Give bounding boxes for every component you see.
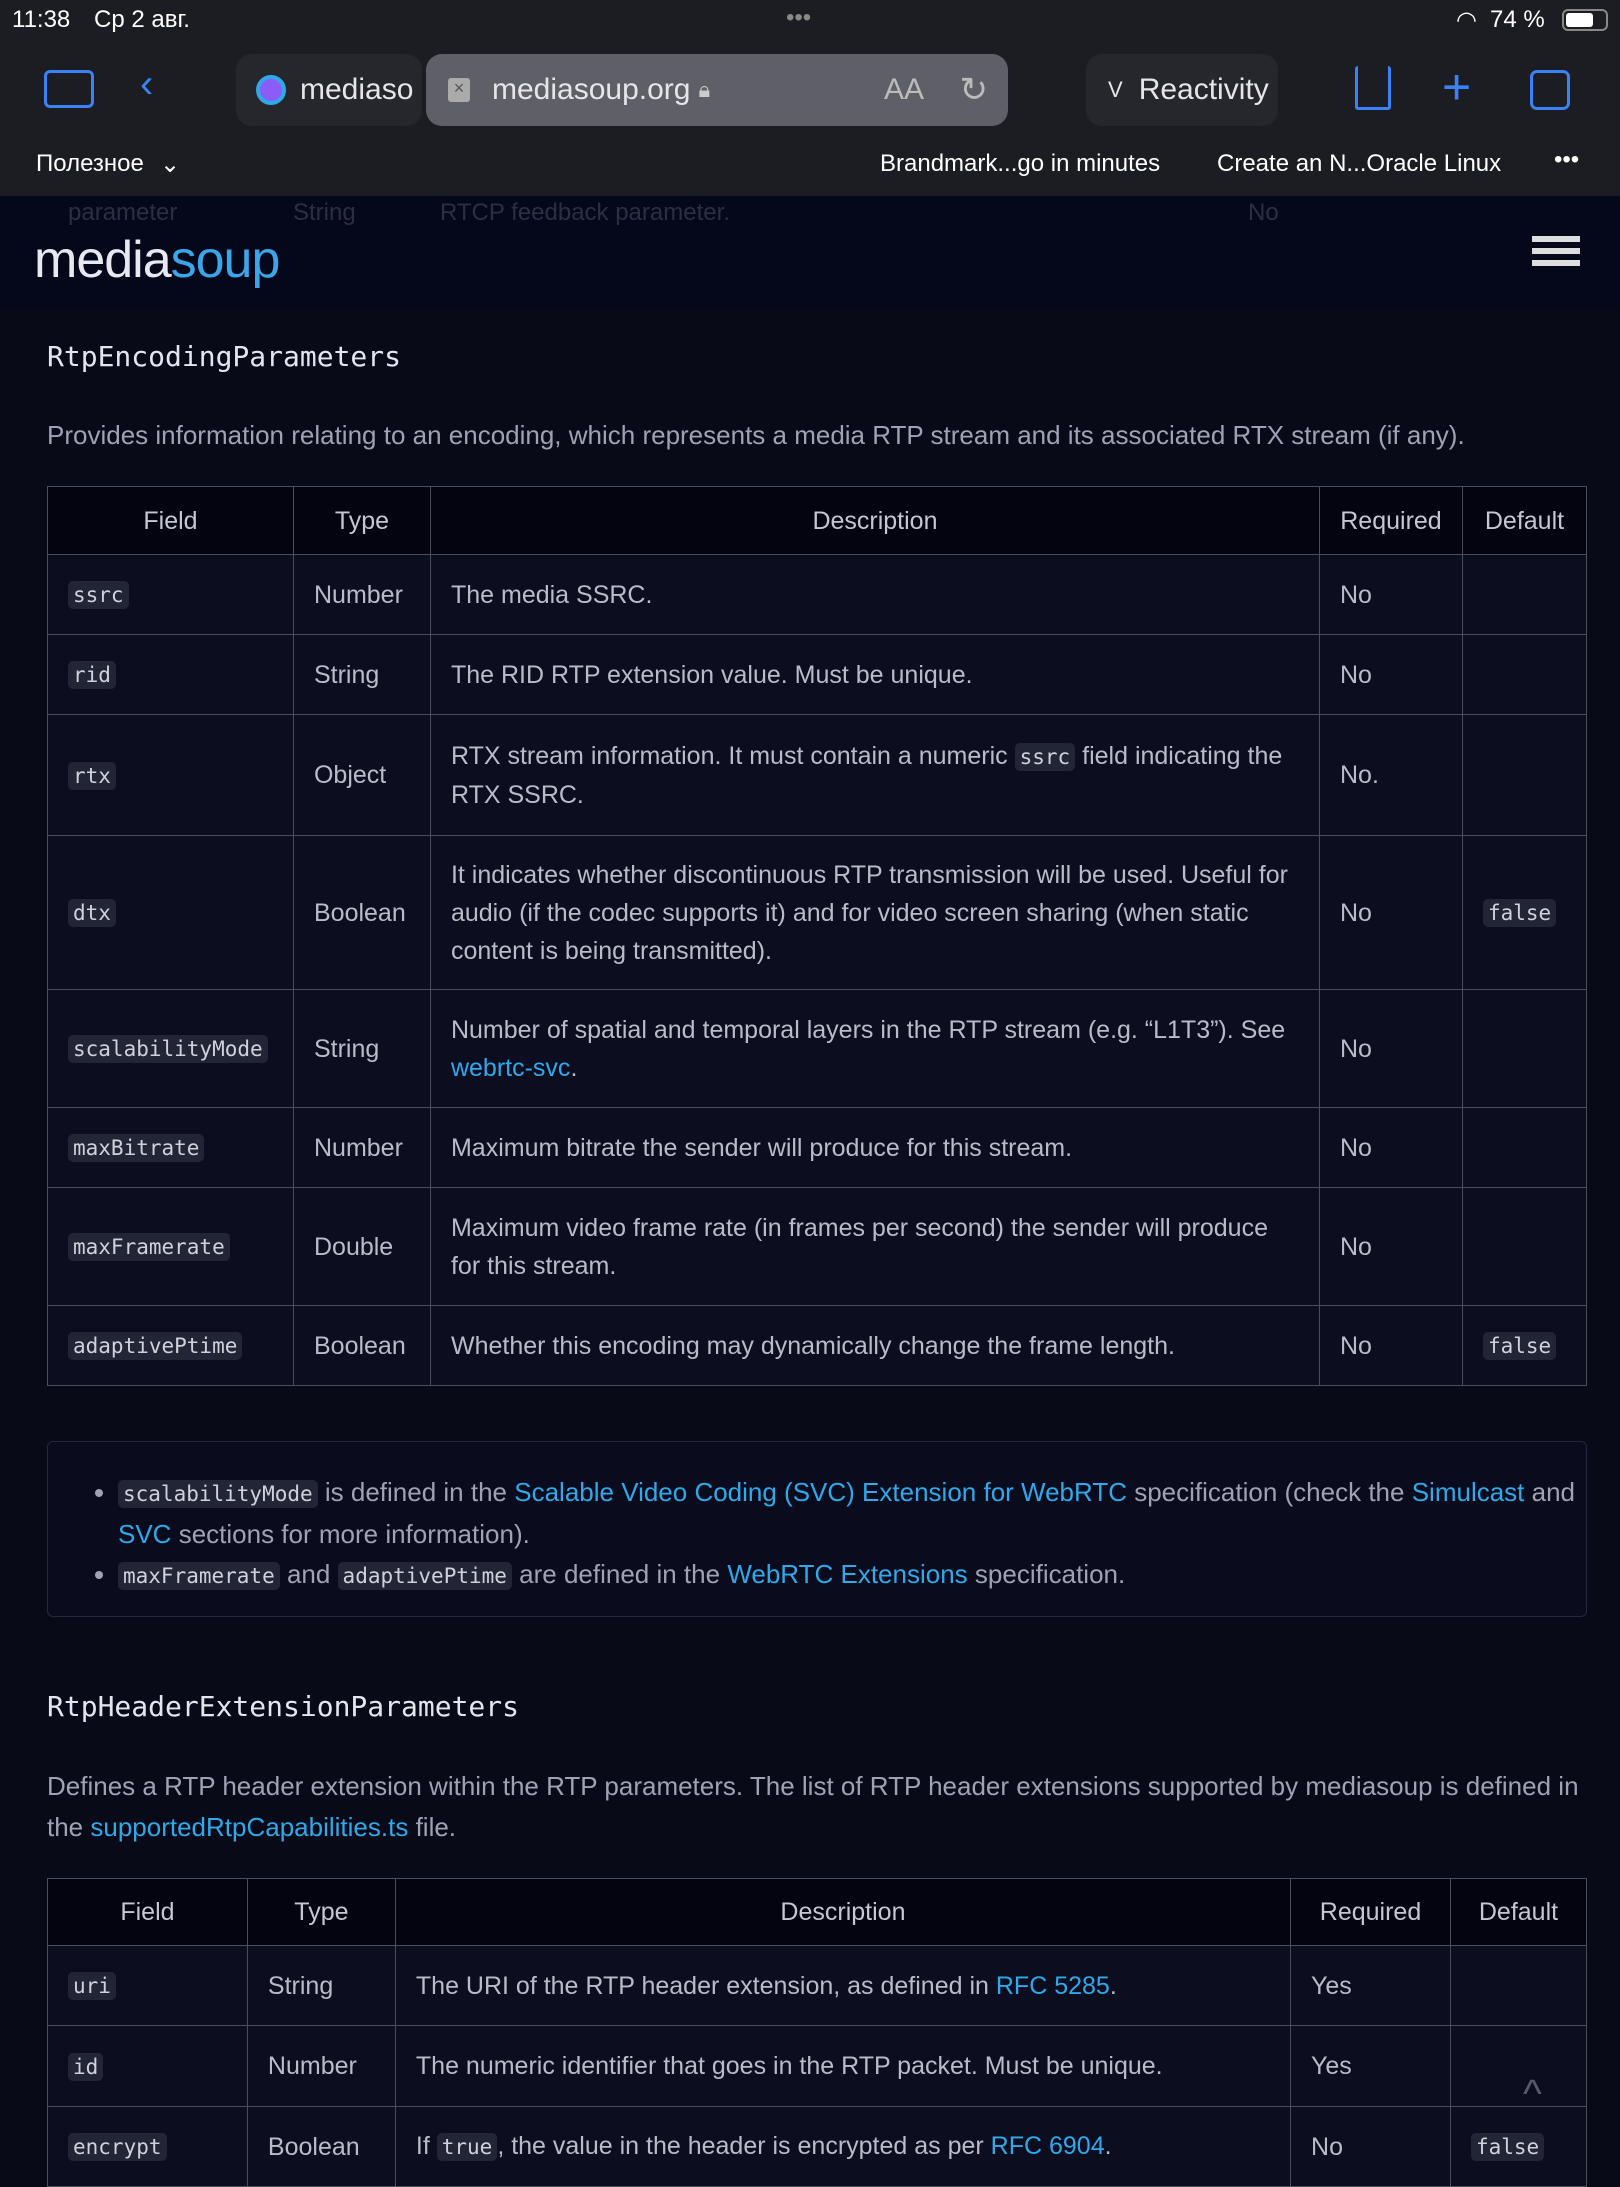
inline-code: maxFramerate	[118, 1562, 280, 1590]
svc-extension-link[interactable]: Scalable Video Coding (SVC) Extension for WebRTC	[514, 1477, 1127, 1507]
ghost-text: RTCP feedback parameter.	[440, 199, 730, 226]
field-name: scalabilityMode	[68, 1035, 268, 1063]
note-text: sections for more information).	[171, 1519, 530, 1549]
default-value: false	[1483, 899, 1556, 927]
table-row	[48, 2026, 1587, 2107]
col-header: Description	[430, 487, 1319, 555]
type-cell: Boolean	[293, 1306, 430, 1386]
required-cell: No.	[1319, 715, 1462, 836]
reload-icon[interactable]: ↻	[959, 71, 988, 109]
favicon-icon: V	[1108, 77, 1123, 102]
desc-text: .	[570, 1053, 578, 1082]
field-name: ssrc	[68, 581, 129, 609]
description-cell	[395, 2107, 1290, 2187]
col-header: Field	[48, 1879, 248, 1946]
inline-code: adaptivePtime	[338, 1562, 512, 1590]
reader-button[interactable]: AA	[884, 73, 925, 106]
close-tab-icon[interactable]: ×	[448, 78, 470, 102]
inline-code: ssrc	[1015, 743, 1076, 771]
col-header: Field	[48, 487, 294, 555]
desc-text: RTX stream information. It must contain a numeric	[450, 741, 1015, 770]
description-cell: It indicates whether discontinuous RTP transmission will be used. Useful for audio (if the codec supports it) and for video screen sharing (when static content is being transmitted).	[430, 836, 1319, 990]
chevron-down-icon[interactable]: ⌄	[160, 151, 181, 178]
note-text: and	[1524, 1477, 1576, 1507]
site-header	[0, 196, 1620, 307]
col-header: Required	[1291, 1879, 1451, 1946]
sidebar-icon[interactable]	[44, 70, 94, 108]
type-cell: String	[293, 635, 430, 715]
description-cell: Maximum bitrate the sender will produce for this stream.	[430, 1108, 1319, 1188]
ghost-text: parameter	[68, 199, 178, 226]
new-tab-icon[interactable]: +	[1442, 59, 1472, 115]
required-cell: No	[1319, 1306, 1462, 1386]
multitask-dots-icon[interactable]: •••	[786, 4, 812, 31]
desc-text: .	[1104, 2132, 1112, 2160]
tab-label: Reactivity	[1138, 73, 1269, 106]
tab-active[interactable]	[426, 54, 1008, 126]
table-row	[48, 1188, 1587, 1306]
rfc6904-link[interactable]: RFC 6904	[990, 2132, 1105, 2160]
field-name: maxFramerate	[68, 1233, 230, 1261]
wifi-icon: ◠	[1456, 7, 1477, 34]
table-row	[48, 990, 1587, 1108]
table-row	[48, 2107, 1587, 2187]
tabs-overview-icon[interactable]	[1530, 70, 1570, 110]
header-extension-table	[47, 1878, 1587, 2187]
note-text: specification (check the	[1127, 1477, 1412, 1507]
type-cell: String	[293, 990, 430, 1108]
section-description: Provides information relating to an encoding, which represents a media RTP stream and its associated RTX stream (if any).	[47, 420, 1465, 450]
default-value: false	[1483, 1332, 1556, 1360]
table-row	[48, 836, 1587, 990]
field-name: uri	[68, 1972, 116, 2000]
default-value: false	[1471, 2133, 1544, 2161]
note-item	[118, 1472, 1586, 1554]
ghost-text: No	[1248, 199, 1279, 226]
share-icon[interactable]	[1355, 66, 1391, 110]
desc-text: If	[415, 2132, 437, 2160]
description-cell	[430, 990, 1319, 1108]
desc-text: , the value in the header is encrypted as per	[497, 2132, 991, 2160]
description-cell: The media SSRC.	[430, 555, 1319, 635]
svc-link[interactable]: SVC	[118, 1519, 172, 1549]
bookmarks-folder[interactable]: Полезное	[36, 150, 144, 177]
description-cell	[395, 1946, 1290, 2026]
address-text[interactable]: mediasoup.org	[492, 73, 691, 106]
field-name: rid	[68, 661, 116, 689]
table-row	[48, 555, 1587, 635]
back-icon[interactable]: ‹	[140, 62, 154, 106]
status-time: 11:38	[12, 6, 71, 33]
description-cell: The numeric identifier that goes in the RTP packet. Must be unique.	[395, 2026, 1290, 2107]
battery-level: 74 %	[1490, 6, 1545, 33]
required-cell: No	[1319, 635, 1462, 715]
table-row	[48, 715, 1587, 836]
desc-text: field indicating the RTX SSRC.	[450, 741, 1283, 809]
more-bookmarks-icon[interactable]: •••	[1554, 146, 1580, 173]
desc-text: Defines a RTP header extension within the RTP parameters. The list of RTP header extensions supported by mediasoup is defined in the	[47, 1771, 1579, 1842]
note-text: and	[279, 1559, 338, 1589]
status-date: Ср 2 авг.	[94, 6, 190, 33]
inline-code: true	[437, 2133, 498, 2161]
table-row	[48, 1108, 1587, 1188]
col-header: Required	[1319, 487, 1462, 555]
field-name: id	[68, 2053, 103, 2081]
scroll-to-top-icon[interactable]: ^	[1523, 2072, 1542, 2116]
col-header: Description	[395, 1879, 1290, 1946]
description-cell: The RID RTP extension value. Must be unique.	[430, 635, 1319, 715]
required-cell: Yes	[1291, 2026, 1451, 2107]
webrtc-svc-link[interactable]: webrtc-svc	[450, 1053, 571, 1082]
type-cell: Boolean	[247, 2107, 395, 2187]
col-header: Default	[1450, 1879, 1586, 1946]
bookmark-item[interactable]: Create an N...Oracle Linux	[1217, 150, 1502, 177]
field-name: dtx	[68, 899, 116, 927]
bookmark-item[interactable]: Brandmark...go in minutes	[880, 150, 1161, 177]
required-cell: No	[1319, 1188, 1462, 1306]
field-name: adaptivePtime	[68, 1332, 242, 1360]
table-row	[48, 1306, 1587, 1386]
favicon-icon	[256, 75, 286, 105]
battery-icon	[1562, 9, 1608, 31]
type-cell: Double	[293, 1188, 430, 1306]
required-cell: No	[1319, 555, 1462, 635]
site-logo[interactable]: mediasoup	[34, 231, 280, 289]
desc-text: .	[1109, 1971, 1117, 2000]
section-title: RtpEncodingParameters	[47, 340, 402, 373]
col-header: Type	[293, 487, 430, 555]
note-box	[47, 1441, 1587, 1617]
supported-capabilities-link[interactable]: supportedRtpCapabilities.ts	[90, 1812, 409, 1842]
tab-reactivity[interactable]	[1086, 54, 1278, 126]
tab-label: mediaso	[300, 73, 414, 106]
section-description	[47, 1766, 1587, 1848]
desc-text: file.	[408, 1812, 457, 1842]
description-cell	[430, 715, 1319, 836]
table-row	[48, 635, 1587, 715]
col-header: Default	[1462, 487, 1586, 555]
field-name: rtx	[68, 762, 116, 790]
browser-chrome	[0, 0, 1620, 196]
field-name: maxBitrate	[68, 1134, 204, 1162]
required-cell: No	[1319, 1108, 1462, 1188]
rfc5285-link[interactable]: RFC 5285	[995, 1971, 1110, 2000]
required-cell: No	[1291, 2107, 1451, 2187]
field-name: encrypt	[68, 2133, 167, 2161]
type-cell: Number	[293, 555, 430, 635]
note-text: are defined in the	[511, 1559, 728, 1589]
table-row	[48, 1946, 1587, 2026]
type-cell: Number	[247, 2026, 395, 2107]
type-cell: Number	[293, 1108, 430, 1188]
col-header: Type	[247, 1879, 395, 1946]
ghost-text: String	[293, 199, 356, 226]
description-cell: Whether this encoding may dynamically change the frame length.	[430, 1306, 1319, 1386]
note-item	[118, 1554, 1586, 1596]
type-cell: Object	[293, 715, 430, 836]
menu-icon[interactable]	[1532, 236, 1580, 266]
description-cell: Maximum video frame rate (in frames per second) the sender will produce for this stream.	[430, 1188, 1319, 1306]
note-text: specification.	[967, 1559, 1126, 1589]
desc-text: The URI of the RTP header extension, as defined in	[415, 1971, 996, 2000]
note-text: is defined in the	[317, 1477, 515, 1507]
encoding-params-table	[47, 486, 1587, 1386]
required-cell: No	[1319, 836, 1462, 990]
required-cell: No	[1319, 990, 1462, 1108]
webrtc-extensions-link[interactable]: WebRTC Extensions	[727, 1559, 968, 1589]
tab-mediasoup-1[interactable]	[236, 54, 422, 126]
section-title: RtpHeaderExtensionParameters	[47, 1690, 520, 1723]
lock-icon: 🔒︎	[698, 77, 711, 102]
required-cell: Yes	[1291, 1946, 1451, 2026]
type-cell: Boolean	[293, 836, 430, 990]
type-cell: String	[247, 1946, 395, 2026]
inline-code: scalabilityMode	[118, 1480, 318, 1508]
desc-text: Number of spatial and temporal layers in the RTP stream (e.g. “L1T3”). See	[450, 1015, 1286, 1044]
simulcast-link[interactable]: Simulcast	[1411, 1477, 1525, 1507]
